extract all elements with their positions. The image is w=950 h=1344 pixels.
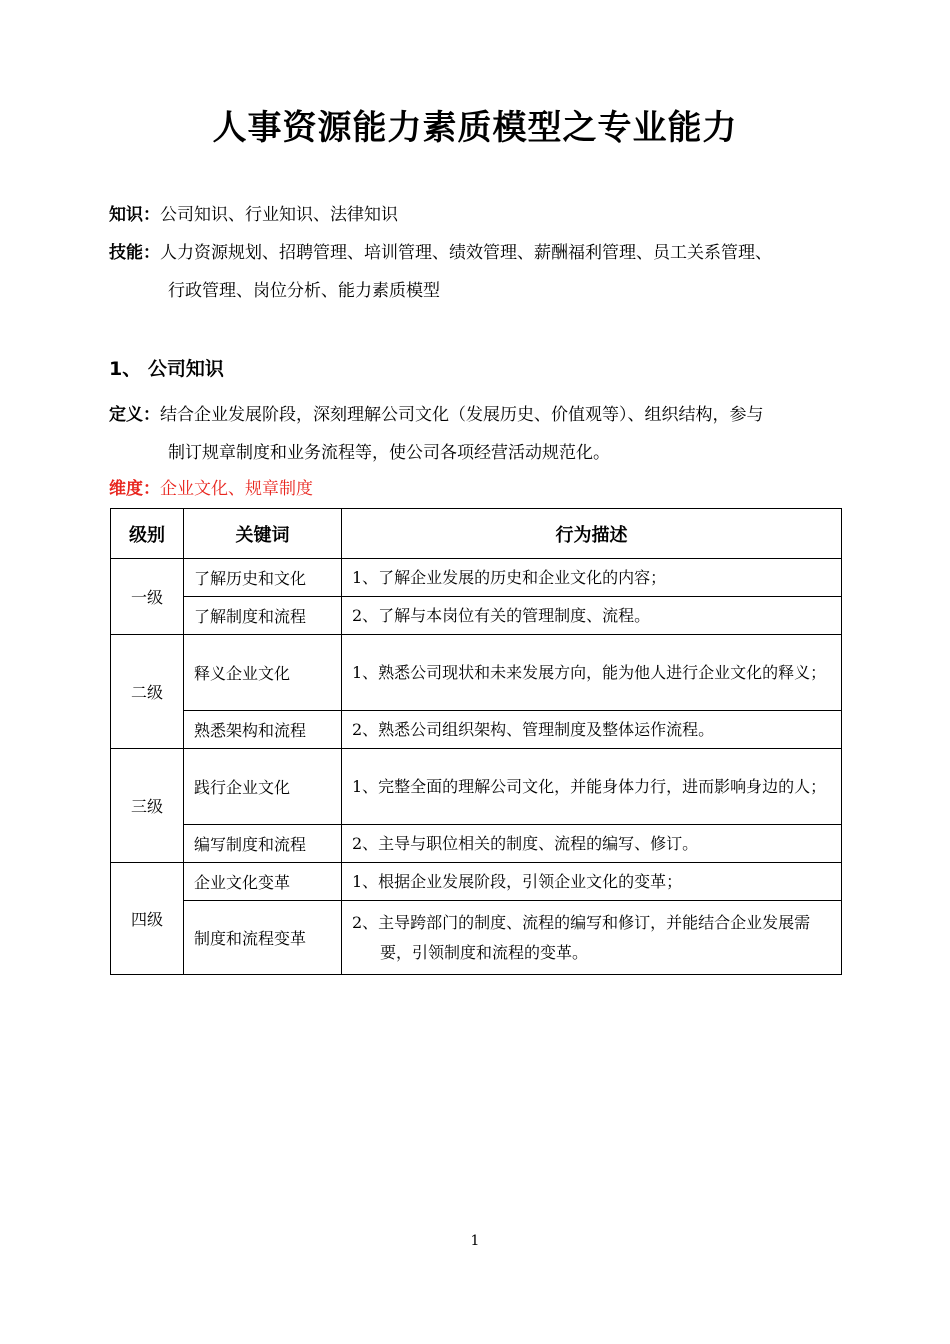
table-row bbox=[111, 825, 842, 863]
skills-line-2: 行政管理、岗位分析、能力素质模型 bbox=[168, 281, 440, 301]
definition-label: 定义： bbox=[109, 405, 160, 425]
header-description: 行为描述 bbox=[342, 509, 842, 559]
level-cell: 二级 bbox=[111, 635, 184, 749]
level-cell: 四级 bbox=[111, 863, 184, 975]
description-cell: 1、根据企业发展阶段，引领企业文化的变革； bbox=[342, 863, 842, 901]
knowledge-line bbox=[109, 196, 849, 234]
dimension-label: 维度： bbox=[109, 479, 160, 499]
header-level: 级别 bbox=[111, 509, 184, 559]
description-cell: 1、完整全面的理解公司文化，并能身体力行，进而影响身边的人； bbox=[342, 749, 842, 825]
table-row bbox=[111, 559, 842, 597]
description-cell: 2、主导与职位相关的制度、流程的编写、修订。 bbox=[342, 825, 842, 863]
keyword-cell: 企业文化变革 bbox=[184, 863, 342, 901]
description-cell: 2、熟悉公司组织架构、管理制度及整体运作流程。 bbox=[342, 711, 842, 749]
page-number: 1 bbox=[470, 1233, 480, 1249]
definition-line-2: 制订规章制度和业务流程等，使公司各项经营活动规范化。 bbox=[168, 443, 610, 463]
table-row bbox=[111, 901, 842, 975]
page-title: 人事资源能力素质模型之专业能力 bbox=[212, 108, 738, 148]
definition-paragraph bbox=[109, 396, 849, 463]
description-cell: 1、熟悉公司现状和未来发展方向，能为他人进行企业文化的释义； bbox=[342, 635, 842, 711]
table-row bbox=[111, 863, 842, 901]
table-header-row bbox=[111, 509, 842, 559]
knowledge-text: 公司知识、行业知识、法律知识 bbox=[160, 205, 398, 225]
level-cell: 三级 bbox=[111, 749, 184, 863]
behavior-table bbox=[110, 508, 842, 975]
description-cell: 2、了解与本岗位有关的管理制度、流程。 bbox=[342, 597, 842, 635]
description-cell: 2、主导跨部门的制度、流程的编写和修订，并能结合企业发展需要，引领制度和流程的变革。 bbox=[342, 901, 842, 975]
keyword-cell: 编写制度和流程 bbox=[184, 825, 342, 863]
keyword-cell: 践行企业文化 bbox=[184, 749, 342, 825]
skills-line-1: 人力资源规划、招聘管理、培训管理、绩效管理、薪酬福利管理、员工关系管理、 bbox=[160, 243, 772, 263]
level-cell: 一级 bbox=[111, 559, 184, 635]
skills-label: 技能： bbox=[109, 243, 160, 263]
dimension-text: 企业文化、规章制度 bbox=[160, 479, 313, 499]
table-row bbox=[111, 635, 842, 711]
skills-paragraph bbox=[109, 234, 849, 301]
definition-line-1: 结合企业发展阶段，深刻理解公司文化（发展历史、价值观等）、组织结构，参与 bbox=[160, 405, 764, 425]
keyword-cell: 熟悉架构和流程 bbox=[184, 711, 342, 749]
dimension-line bbox=[109, 470, 849, 508]
keyword-cell: 了解历史和文化 bbox=[184, 559, 342, 597]
table-row bbox=[111, 749, 842, 825]
keyword-cell: 制度和流程变革 bbox=[184, 901, 342, 975]
keyword-cell: 了解制度和流程 bbox=[184, 597, 342, 635]
table-row bbox=[111, 597, 842, 635]
knowledge-label: 知识： bbox=[109, 205, 160, 225]
description-cell: 1、了解企业发展的历史和企业文化的内容； bbox=[342, 559, 842, 597]
table-row bbox=[111, 711, 842, 749]
header-keyword: 关键词 bbox=[184, 509, 342, 559]
keyword-cell: 释义企业文化 bbox=[184, 635, 342, 711]
section-title: 1、 公司知识 bbox=[109, 358, 224, 380]
